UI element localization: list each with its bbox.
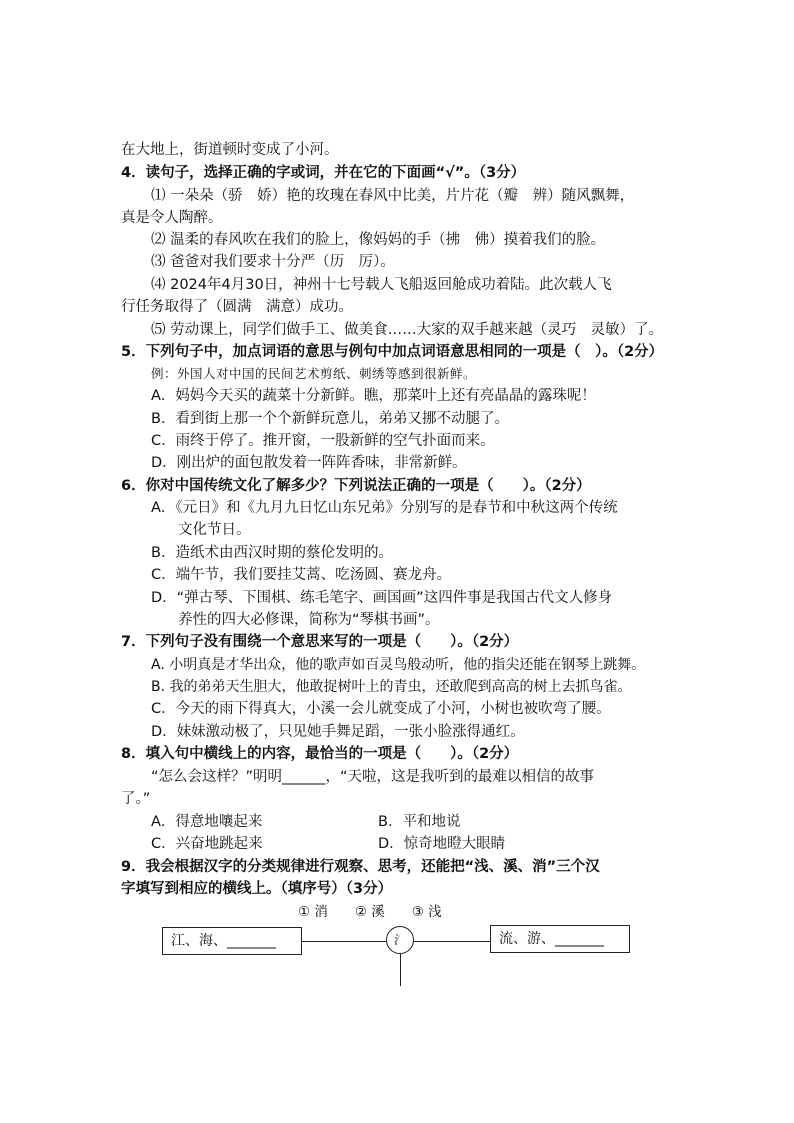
q8-option-a: A．得意地嚷起来	[151, 814, 263, 830]
q4-item-4-cont: 行任务取得了（圆满 满意）成功。	[121, 299, 353, 315]
q7-option-c: C．今天的雨下得真大，小溪一会儿就变成了小河，小树也被吹弯了腰。	[151, 701, 611, 717]
question-7-title: 7．下列句子没有围绕一个意思来写的一项是（ ）。（2分）	[121, 634, 519, 650]
diagram-right-box: 流、游、_______	[490, 925, 630, 953]
q4-item-1-cont: 真是令人陶醉。	[121, 210, 223, 226]
q6-option-d-cont: 养性的四大必修课，简称为“琴棋书画”。	[178, 612, 440, 628]
q8-option-c: C．兴奋地跳起来	[151, 836, 263, 852]
diagram-down-connector	[400, 954, 401, 986]
diagram-right-connector	[413, 941, 491, 942]
q8-option-b: B．平和地说	[378, 814, 461, 830]
q7-option-b: B. 我的弟弟天生胆大，他敢捉树叶上的青虫，还敢爬到高高的树上去抓鸟雀。	[151, 679, 632, 695]
q5-option-d: D．刚出炉的面包散发着一阵阵香味，非常新鲜。	[151, 455, 467, 471]
q4-item-3: ⑶ 爸爸对我们要求十分严（历 厉）。	[151, 254, 395, 270]
q8-option-d: D．惊奇地瞪大眼睛	[378, 836, 506, 852]
question-5-title: 5．下列句子中，加点词语的意思与例句中加点词语意思相同的一项是（ ）。（2分）	[121, 344, 664, 360]
q6-option-a: A．《元日》和《九月九日忆山东兄弟》分别写的是春节和中秋这两个传统	[151, 500, 618, 516]
q7-option-d: D．妹妹激动极了，只见她手舞足蹈，一张小脸涨得通红。	[151, 724, 525, 740]
question-9-title-cont: 字填写到相应的横线上。（填序号）（3分）	[121, 881, 393, 897]
q4-item-2: ⑵ 温柔的春风吹在我们的脸上，像妈妈的手（拂 佛）摸着我们的脸。	[151, 232, 606, 248]
q5-example: 例：外国人对中国的民间艺术剪纸、刺绣等感到很新鲜。	[151, 366, 477, 381]
q6-option-d: D．“弹古琴、下围棋、练毛笔字、画国画”这四件事是我国古代文人修身	[151, 590, 613, 606]
q6-option-c: C．端午节，我们要挂艾蒿、吃汤圆、赛龙舟。	[151, 567, 452, 583]
q5-option-b: B．看到街上那一个个新鲜玩意儿，弟弟又挪不动腿了。	[151, 411, 509, 427]
diagram-left-connector	[300, 941, 386, 942]
q5-option-c: C．雨终于停了。推开窗，一股新鲜的空气扑面而来。	[151, 433, 495, 449]
continued-line: 在大地上，街道顿时变成了小河。	[121, 142, 339, 158]
question-9-title: 9．我会根据汉字的分类规律进行观察、思考，还能把“浅、溪、消”三个汉	[121, 859, 600, 875]
q9-choices: ① 消 ② 溪 ③ 浅	[298, 904, 442, 920]
q4-item-5: ⑸ 劳动课上，同学们做手工、做美食……大家的双手越来越（灵巧 灵敏）了。	[151, 322, 664, 338]
q5-option-a: A．妈妈今天买的蔬菜十分新鲜。瞧，那菜叶上还有亮晶晶的露珠呢！	[151, 388, 596, 404]
question-4-title: 4．读句子，选择正确的字或词，并在它的下面画“√”。（3分）	[121, 165, 526, 181]
diagram-radical-circle: 氵	[386, 926, 414, 954]
q4-item-1: ⑴ 一朵朵（骄 娇）艳的玫瑰在春风中比美，片片花（瓣 辨）随风飘舞，	[151, 188, 635, 204]
q6-option-b: B．造纸术由西汉时期的蔡伦发明的。	[151, 545, 393, 561]
question-6-title: 6．你对中国传统文化了解多少？下列说法正确的一项是（ ）。（2分）	[121, 478, 591, 494]
q8-sentence: “怎么会这样？”明明______，“天啦，这是我听到的最难以相信的故事	[151, 769, 595, 785]
q8-sentence-cont: 了。”	[121, 791, 151, 807]
q7-option-a: A. 小明真是才华出众，他的歌声如百灵鸟般动听，他的指尖还能在钢琴上跳舞。	[151, 657, 646, 673]
q4-item-4: ⑷ 2024年4月30日，神州十七号载人飞船返回舱成功着陆。此次载人飞	[151, 277, 612, 293]
question-8-title: 8．填入句中横线上的内容，最恰当的一项是（ ）。（2分）	[121, 746, 519, 762]
q6-option-a-cont: 文化节日。	[178, 522, 251, 538]
diagram-left-box: 江、海、_______	[162, 927, 302, 955]
